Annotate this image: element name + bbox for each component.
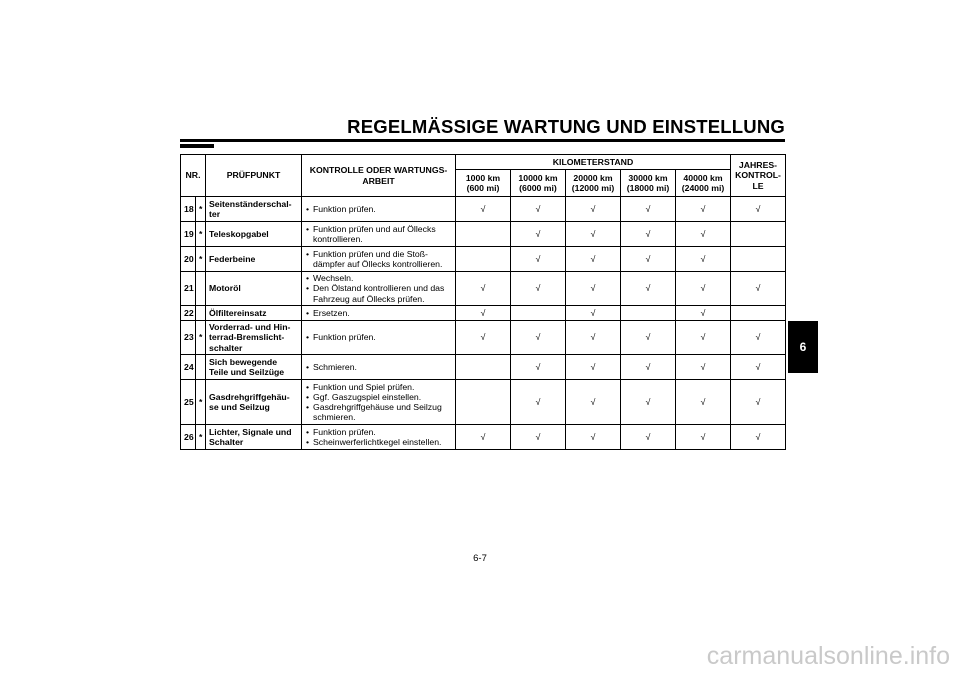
- row-check-mark: √: [456, 272, 511, 306]
- row-star-marker: *: [196, 380, 206, 425]
- row-pruefpunkt: Vorderrad- und Hin-terrad-Bremslicht-schalter: [206, 321, 302, 355]
- header-mi-value: (600 mi): [466, 183, 500, 193]
- page-title: REGELMÄSSIGE WARTUNG UND EINSTELLUNG: [347, 116, 785, 137]
- action-item: • Scheinwerferlichtkegel einstellen.: [305, 437, 452, 447]
- row-check-mark: √: [676, 272, 731, 306]
- row-number: 26: [181, 425, 196, 450]
- row-star-marker: *: [196, 321, 206, 355]
- row-check-mark: [731, 222, 786, 247]
- header-km-0: [456, 170, 511, 197]
- row-pruefpunkt: Seitenständerschal-ter: [206, 197, 302, 222]
- row-check-mark: √: [731, 355, 786, 380]
- action-item: • Funktion prüfen und die Stoß-dämpfer auf Öllecks kontrollieren.: [305, 249, 452, 269]
- row-actions: [302, 197, 456, 222]
- row-check-mark: √: [511, 222, 566, 247]
- row-check-mark: √: [621, 247, 676, 272]
- row-check-mark: √: [731, 272, 786, 306]
- row-check-mark: √: [566, 355, 621, 380]
- action-list: [305, 273, 452, 304]
- row-check-mark: √: [566, 306, 621, 321]
- row-check-mark: √: [511, 425, 566, 450]
- row-number: 23: [181, 321, 196, 355]
- action-list: [305, 427, 452, 447]
- row-star-marker: *: [196, 425, 206, 450]
- row-check-mark: √: [621, 197, 676, 222]
- row-check-mark: √: [676, 355, 731, 380]
- row-check-mark: √: [566, 321, 621, 355]
- row-check-mark: √: [621, 380, 676, 425]
- row-check-mark: √: [566, 380, 621, 425]
- row-star-marker: [196, 306, 206, 321]
- action-list: [305, 308, 452, 318]
- header-km-value: 40000 km: [683, 172, 723, 183]
- row-check-mark: √: [621, 321, 676, 355]
- page-number: 6-7: [473, 553, 487, 564]
- row-pruefpunkt: Motoröl: [206, 272, 302, 306]
- action-item: • Funktion prüfen und auf Öllecks kontrollieren.: [305, 224, 452, 244]
- table-row: [181, 197, 786, 222]
- row-check-mark: √: [456, 197, 511, 222]
- action-item: • Schmieren.: [305, 362, 452, 372]
- row-check-mark: √: [621, 355, 676, 380]
- row-number: 19: [181, 222, 196, 247]
- title-rule-accent: [180, 144, 214, 148]
- action-list: [305, 204, 452, 214]
- row-number: 22: [181, 306, 196, 321]
- row-check-mark: √: [456, 306, 511, 321]
- row-star-marker: *: [196, 247, 206, 272]
- action-item: • Gasdrehgriffgehäuse und Seilzug schmieren.: [305, 402, 452, 422]
- row-check-mark: √: [566, 425, 621, 450]
- header-km-1: [511, 170, 566, 197]
- table-row: [181, 306, 786, 321]
- action-list: [305, 224, 452, 244]
- row-check-mark: √: [676, 197, 731, 222]
- row-number: 18: [181, 197, 196, 222]
- row-check-mark: √: [676, 321, 731, 355]
- row-actions: [302, 380, 456, 425]
- row-number: 20: [181, 247, 196, 272]
- action-item: • Funktion prüfen.: [305, 204, 452, 214]
- row-check-mark: [456, 380, 511, 425]
- row-check-mark: [731, 247, 786, 272]
- header-nr: NR.: [181, 155, 206, 197]
- row-pruefpunkt: Ölfiltereinsatz: [206, 306, 302, 321]
- row-check-mark: √: [511, 197, 566, 222]
- row-check-mark: √: [621, 272, 676, 306]
- row-actions: [302, 306, 456, 321]
- row-check-mark: √: [621, 222, 676, 247]
- header-mi-value: (24000 mi): [681, 183, 725, 193]
- row-check-mark: √: [456, 321, 511, 355]
- action-item: • Wechseln.: [305, 273, 452, 283]
- action-item: • Funktion prüfen.: [305, 332, 452, 342]
- row-star-marker: *: [196, 222, 206, 247]
- action-list: [305, 362, 452, 372]
- row-pruefpunkt: Lichter, Signale und Schalter: [206, 425, 302, 450]
- table-row: [181, 355, 786, 380]
- row-check-mark: √: [511, 355, 566, 380]
- action-list: [305, 382, 452, 423]
- row-star-marker: [196, 355, 206, 380]
- row-check-mark: [456, 355, 511, 380]
- chapter-tab: 6: [788, 321, 818, 373]
- table-row: [181, 380, 786, 425]
- row-check-mark: √: [731, 380, 786, 425]
- header-km-value: 10000 km: [518, 172, 558, 183]
- maintenance-table: [180, 154, 786, 450]
- header-km-value: 30000 km: [628, 172, 668, 183]
- row-star-marker: *: [196, 197, 206, 222]
- row-number: 25: [181, 380, 196, 425]
- row-actions: [302, 425, 456, 450]
- row-actions: [302, 355, 456, 380]
- row-check-mark: √: [676, 380, 731, 425]
- table-row: [181, 425, 786, 450]
- row-check-mark: √: [676, 425, 731, 450]
- row-actions: [302, 272, 456, 306]
- header-km-value: 20000 km: [573, 172, 613, 183]
- row-check-mark: √: [566, 197, 621, 222]
- row-check-mark: [456, 222, 511, 247]
- header-km-2: [566, 170, 621, 197]
- row-check-mark: √: [456, 425, 511, 450]
- header-mi-value: (6000 mi): [519, 183, 557, 193]
- table-row: [181, 272, 786, 306]
- row-pruefpunkt: Teleskopgabel: [206, 222, 302, 247]
- header-km-4: [676, 170, 731, 197]
- row-check-mark: √: [676, 306, 731, 321]
- row-check-mark: √: [731, 197, 786, 222]
- row-check-mark: [731, 306, 786, 321]
- row-check-mark: [511, 306, 566, 321]
- action-item: • Funktion prüfen.: [305, 427, 452, 437]
- row-check-mark: √: [511, 380, 566, 425]
- row-check-mark: √: [731, 321, 786, 355]
- table-row: [181, 222, 786, 247]
- action-item: • Funktion und Spiel prüfen.: [305, 382, 452, 392]
- row-check-mark: √: [566, 247, 621, 272]
- row-check-mark: √: [621, 425, 676, 450]
- action-list: [305, 249, 452, 269]
- header-km-value: 1000 km: [465, 172, 501, 183]
- row-actions: [302, 321, 456, 355]
- row-check-mark: √: [676, 222, 731, 247]
- row-check-mark: √: [566, 272, 621, 306]
- action-item: • Den Ölstand kontrollieren und das Fahrzeug auf Öllecks prüfen.: [305, 283, 452, 303]
- table-row: [181, 247, 786, 272]
- table-row: [181, 321, 786, 355]
- row-pruefpunkt: Sich bewegende Teile und Seilzüge: [206, 355, 302, 380]
- row-actions: [302, 222, 456, 247]
- row-check-mark: [456, 247, 511, 272]
- header-mi-value: (18000 mi): [626, 183, 670, 193]
- header-kontrolle: KONTROLLE ODER WARTUNGS-ARBEIT: [302, 155, 456, 197]
- row-star-marker: [196, 272, 206, 306]
- row-check-mark: √: [566, 222, 621, 247]
- row-number: 24: [181, 355, 196, 380]
- row-check-mark: √: [511, 272, 566, 306]
- header-mi-value: (12000 mi): [571, 183, 615, 193]
- title-rule: [180, 139, 785, 142]
- row-check-mark: √: [511, 321, 566, 355]
- row-check-mark: √: [676, 247, 731, 272]
- row-check-mark: √: [731, 425, 786, 450]
- row-check-mark: [621, 306, 676, 321]
- header-kilometerstand: KILOMETERSTAND: [456, 155, 731, 170]
- header-jahreskontrolle: JAHRES-KONTROL-LE: [731, 155, 786, 197]
- row-pruefpunkt: Federbeine: [206, 247, 302, 272]
- row-pruefpunkt: Gasdrehgriffgehäu-se und Seilzug: [206, 380, 302, 425]
- action-list: [305, 332, 452, 342]
- row-actions: [302, 247, 456, 272]
- header-km-3: [621, 170, 676, 197]
- header-pruefpunkt: PRÜFPUNKT: [206, 155, 302, 197]
- row-number: 21: [181, 272, 196, 306]
- action-item: • Ersetzen.: [305, 308, 452, 318]
- row-check-mark: √: [511, 247, 566, 272]
- watermark: carmanualsonline.info: [706, 642, 950, 670]
- action-item: • Ggf. Gaszugspiel einstellen.: [305, 392, 452, 402]
